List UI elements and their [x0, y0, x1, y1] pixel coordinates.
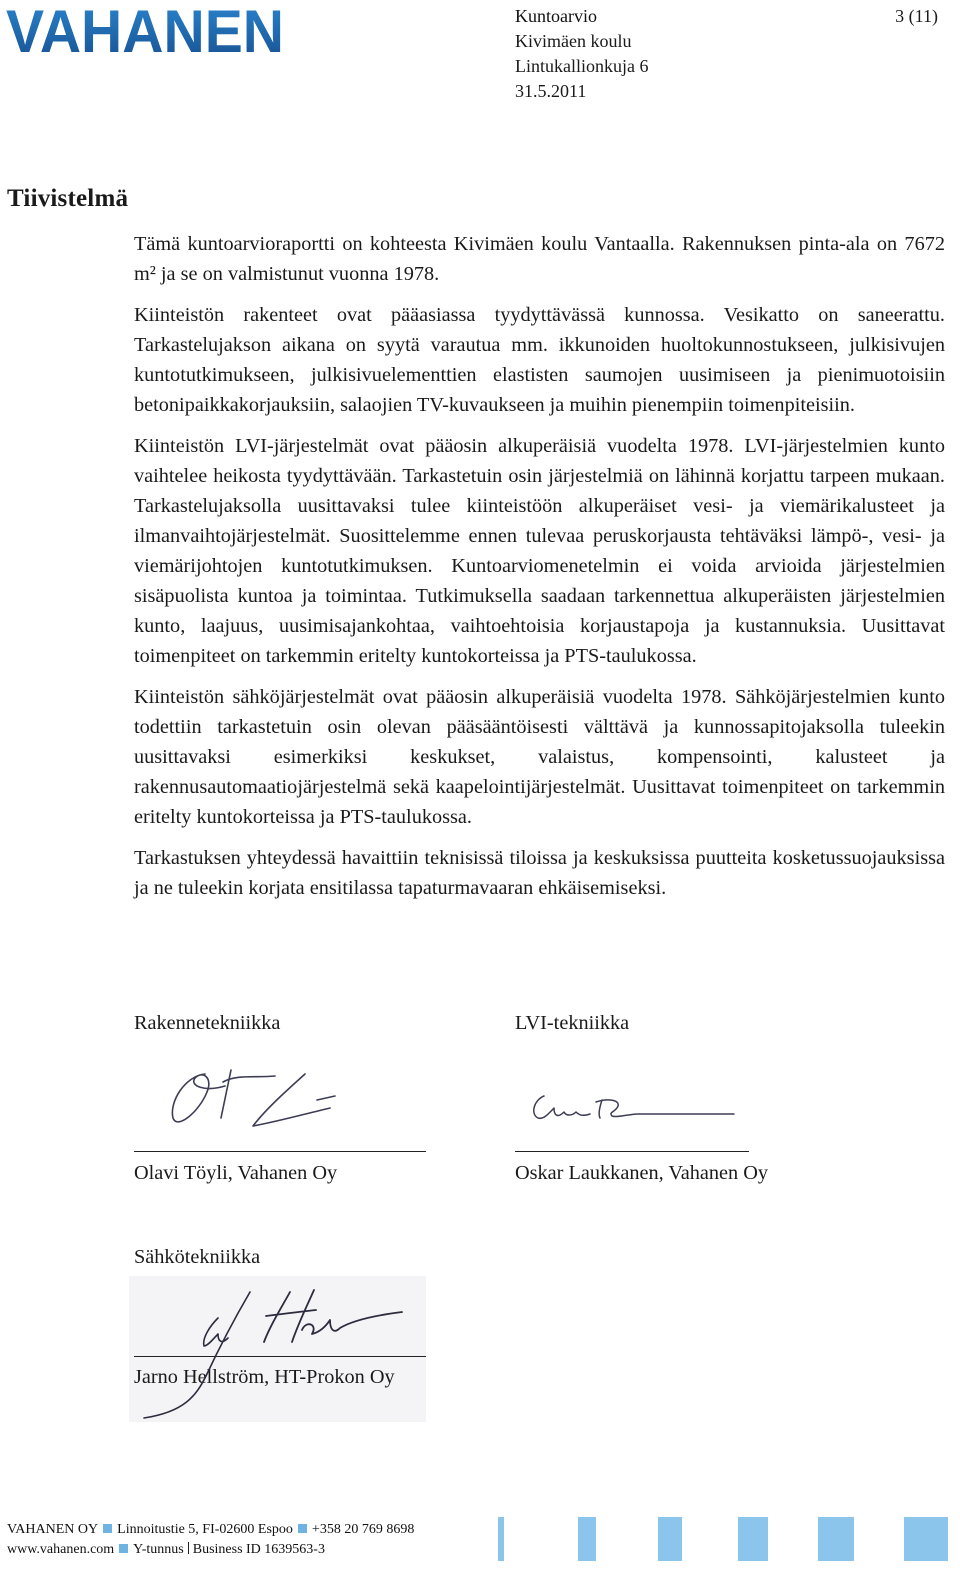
report-date: 31.5.2011 — [515, 81, 587, 101]
square-separator-icon — [298, 1524, 307, 1533]
square-separator-icon — [103, 1524, 112, 1533]
footer-street: Linnoitustie 5, FI-02600 Espoo — [117, 1522, 293, 1537]
footer-ytunnus: Y-tunnus — [133, 1542, 184, 1557]
signature-line-structural — [134, 1151, 426, 1152]
signature-role-hvac: LVI-tekniikka — [515, 1012, 630, 1034]
page-number: 3 (11) — [895, 6, 938, 26]
footer-company: VAHANEN OY — [7, 1522, 99, 1537]
footer-decorative-bars — [498, 1517, 958, 1561]
paragraph-structures: Kiinteistön rakenteet ovat pääasiassa tyydyttävässä kunnossa. Vesikatto on saneerattu. Tarkastelujakson aikana on syytä varautua mm. ikkunoiden huoltokunnostukseen, julkisivujen kuntotutkimukseen, julkisivuelementtien elastisten saumojen uusimiseen ja pienimuotoisiin betonipaikkakorjauksiin, salaojien TV-kuvaukseen ja muihin pienempiin toimenpiteisiin. — [134, 304, 945, 416]
signature-olavi-toyli — [165, 1062, 345, 1136]
page-footer — [7, 1520, 414, 1560]
document-header — [515, 4, 648, 104]
footer-bar — [498, 1517, 504, 1561]
summary-body — [134, 229, 945, 914]
footer-bar — [658, 1517, 682, 1561]
signature-role-electrical: Sähkötekniikka — [134, 1246, 261, 1268]
logo-wordmark: VAHANEN — [6, 2, 284, 58]
paragraph-hvac: Kiinteistön LVI-järjestelmät ovat pääosin alkuperäisiä vuodelta 1978. LVI-järjestelmien kunto vaihtelee heikosta tyydyttävään. Tarkastetuin osin järjestelmiä on lähinnä korjattu tarpeen mukaan. Tarkastelujaksolla uusittavaksi tulee kiinteistöön alkuperäiset vesi- ja viemärikalusteet ja ilmanvaihtojärjestelmät. Suosittelemme ennen tulevaa peruskorjausta tehtäväksi lämpö-, vesi- ja viemärijohtojen kuntotutkimuksen. Kuntoarviomenetelmin ei voida arvioida järjestelmien sisäpuolista kuntoa ja toimintaa. Tutkimuksella saadaan tarkennettua alkuperäisten järjestelmien kunto, laajuus, uusimisajankohtaa, vaihtoehtoisia korjaustapoja ja kustannuksia. Uusittavat toimenpiteet on tarkemmin eritelty kuntokorteissa ja PTS-taulukossa. — [134, 435, 945, 667]
signer-name-electrical: Jarno Hellström, HT-Prokon Oy — [134, 1366, 395, 1388]
footer-phone: +358 20 769 8698 — [311, 1522, 415, 1537]
section-title: Tiivistelmä — [7, 185, 129, 212]
footer-line-1 — [7, 1520, 414, 1540]
footer-bar — [904, 1517, 948, 1561]
signature-line-hvac — [515, 1151, 749, 1152]
square-separator-icon — [119, 1544, 128, 1553]
signature-jarno-hellstrom — [140, 1286, 410, 1422]
footer-bar — [738, 1517, 768, 1561]
paragraph-electrical: Kiinteistön sähköjärjestelmät ovat pääosin alkuperäisiä vuodelta 1978. Sähköjärjestelmien kunto todettiin tarkastetuin osin olevan pääsääntöisesti välttävä ja kunnossapitojaksolla tuleekin uusittavaksi esimerkiksi keskukset, valaistus, kompensointi, kalusteet ja rakennusautomaatiojärjestelmä sekä kaapelointijärjestelmät. Uusittavat toimenpiteet on tarkemmin eritelty kuntokorteissa ja PTS-taulukossa. — [134, 686, 945, 828]
footer-bar — [818, 1517, 854, 1561]
footer-website[interactable]: www.vahanen.com — [7, 1542, 115, 1557]
signer-name-structural: Olavi Töyli, Vahanen Oy — [134, 1162, 338, 1184]
vahanen-logo — [6, 2, 286, 58]
pipe-separator — [188, 1542, 189, 1554]
building-address: Lintukallionkuja 6 — [515, 56, 649, 76]
doc-type: Kuntoarvio — [515, 6, 597, 26]
building-name: Kivimäen koulu — [515, 31, 632, 51]
paragraph-intro: Tämä kuntoarvioraportti on kohteesta Kivimäen koulu Vantaalla. Rakennuksen pinta-ala on 7672 m² ja se on valmistunut vuonna 1978. — [134, 233, 945, 285]
signature-role-structural: Rakennetekniikka — [134, 1012, 281, 1034]
footer-business-id: Business ID 1639563-3 — [192, 1542, 325, 1557]
signature-oskar-laukkanen — [528, 1090, 738, 1124]
footer-line-2 — [7, 1540, 414, 1560]
signer-name-hvac: Oskar Laukkanen, Vahanen Oy — [515, 1162, 769, 1184]
paragraph-safety: Tarkastuksen yhteydessä havaittiin teknisissä tiloissa ja keskuksissa puutteita kosketussuojauksissa ja ne tuleekin korjata ensitilassa tapaturmavaaran ehkäisemiseksi. — [134, 847, 945, 899]
footer-bar — [578, 1517, 596, 1561]
